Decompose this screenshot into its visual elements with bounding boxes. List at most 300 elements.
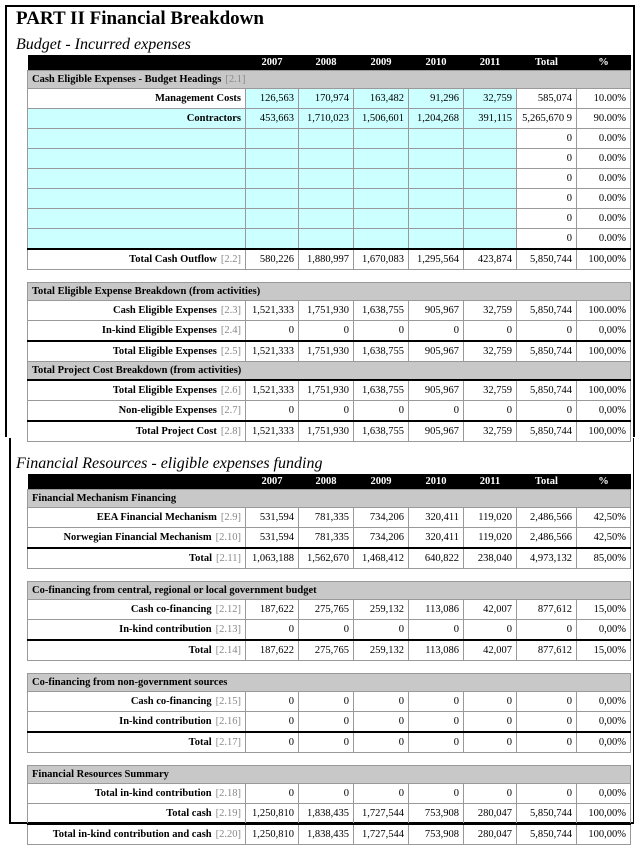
row-label: Management Costs	[154, 93, 241, 104]
table-row	[28, 229, 631, 250]
total-cell: 877,612	[517, 600, 577, 620]
header-row	[28, 474, 631, 490]
row-label: Cash co-financing	[130, 604, 212, 615]
resources-table	[27, 474, 631, 845]
total-cell: 5,850,744	[517, 824, 577, 845]
row-ref: [2.9]	[220, 512, 241, 523]
table-row	[28, 600, 631, 620]
year-value-cell[interactable]	[409, 169, 464, 189]
row-label-cell[interactable]	[28, 129, 246, 149]
total-cell: 0	[517, 784, 577, 804]
year-value-cell[interactable]: 1,506,601	[354, 109, 409, 129]
year-value-cell[interactable]	[464, 209, 517, 229]
year-value-cell: 1,838,435	[299, 824, 354, 845]
percent-cell: 100,00%	[577, 824, 631, 845]
year-value-cell: 32,759	[464, 341, 517, 362]
row-label-cell	[28, 528, 246, 549]
year-value-cell[interactable]	[299, 189, 354, 209]
total-cell: 2,486,566	[517, 528, 577, 549]
row-label-cell[interactable]	[28, 109, 246, 129]
total-cell: 0	[517, 189, 577, 209]
row-label: Total Cash Outflow	[129, 254, 217, 265]
year-value-cell: 1,751,930	[299, 341, 354, 362]
resources-subtitle: Financial Resources - eligible expenses funding	[16, 455, 323, 472]
spacer	[28, 569, 631, 582]
year-value-cell: 0	[299, 620, 354, 641]
year-value-cell[interactable]	[299, 129, 354, 149]
year-value-cell: 1,838,435	[299, 804, 354, 825]
year-value-cell: 1,880,997	[299, 249, 354, 270]
year-value-cell: 1,468,412	[354, 548, 409, 569]
section-title: Total Project Cost Breakdown (from activities)	[32, 365, 242, 376]
row-ref: [2.14]	[215, 645, 241, 656]
year-value-cell[interactable]	[464, 129, 517, 149]
spacer-row	[28, 753, 631, 766]
row-label-cell	[28, 784, 246, 804]
row-ref: [2.11]	[216, 553, 241, 564]
row-label: Non-eligible Expenses	[118, 405, 217, 416]
row-label-cell	[28, 824, 246, 845]
row-ref: [2.17]	[215, 737, 241, 748]
total-cell: 0	[517, 209, 577, 229]
spacer-row	[28, 661, 631, 674]
year-value-cell: 275,765	[299, 600, 354, 620]
total-cell: 0	[517, 712, 577, 733]
row-label: Total Eligible Expenses	[112, 346, 217, 357]
total-cell: 2,486,566	[517, 508, 577, 528]
section-ref: [2.1]	[225, 74, 246, 85]
percent-cell: 10.00%	[577, 89, 631, 109]
row-label-cell[interactable]	[28, 89, 246, 109]
row-label-cell	[28, 301, 246, 321]
row-label: Total Project Cost	[135, 426, 217, 437]
section-title: Total Eligible Expense Breakdown (from activities)	[32, 286, 261, 297]
percent-cell: 0.00%	[577, 209, 631, 229]
total-cell: 4,973,132	[517, 548, 577, 569]
year-value-cell[interactable]	[299, 209, 354, 229]
row-ref: [2.15]	[215, 696, 241, 707]
year-value-cell: 187,622	[246, 600, 299, 620]
row-label-cell	[28, 712, 246, 733]
year-value-cell: 905,967	[409, 301, 464, 321]
year-value-cell[interactable]	[409, 189, 464, 209]
table-row	[28, 169, 631, 189]
year-value-cell[interactable]: 170,974	[299, 89, 354, 109]
column-header: 2010	[409, 55, 464, 71]
total-cell: 0	[517, 149, 577, 169]
year-value-cell: 0	[409, 401, 464, 422]
row-label-cell	[28, 401, 246, 422]
year-value-cell: 1,727,544	[354, 804, 409, 825]
year-value-cell: 320,411	[409, 528, 464, 549]
year-value-cell: 753,908	[409, 824, 464, 845]
table-row	[28, 548, 631, 569]
year-value-cell: 1,562,670	[299, 548, 354, 569]
year-value-cell: 113,086	[409, 600, 464, 620]
section-header-row	[28, 674, 631, 692]
section-header	[28, 582, 631, 600]
year-value-cell: 0	[354, 712, 409, 733]
year-value-cell: 905,967	[409, 380, 464, 401]
percent-cell: 0,00%	[577, 712, 631, 733]
year-value-cell: 0	[409, 712, 464, 733]
year-value-cell[interactable]: 1,204,268	[409, 109, 464, 129]
year-value-cell: 734,206	[354, 508, 409, 528]
year-value-cell[interactable]	[246, 209, 299, 229]
year-value-cell: 0	[246, 692, 299, 712]
table-row	[28, 249, 631, 270]
spacer	[28, 270, 631, 283]
year-value-cell: 0	[354, 401, 409, 422]
table-row	[28, 732, 631, 753]
spacer-row	[28, 569, 631, 582]
year-value-cell[interactable]: 91,296	[409, 89, 464, 109]
year-value-cell: 0	[246, 732, 299, 753]
year-value-cell[interactable]: 453,663	[246, 109, 299, 129]
year-value-cell: 905,967	[409, 341, 464, 362]
year-value-cell: 0	[464, 692, 517, 712]
total-cell: 0	[517, 401, 577, 422]
column-header	[28, 474, 246, 490]
table-row	[28, 321, 631, 342]
total-cell: 5,265,670 9	[517, 109, 577, 129]
row-label: EEA Financial Mechanism	[96, 512, 217, 523]
percent-cell: 100,00%	[577, 341, 631, 362]
year-value-cell[interactable]	[354, 149, 409, 169]
year-value-cell[interactable]	[246, 189, 299, 209]
year-value-cell: 781,335	[299, 508, 354, 528]
percent-cell: 100,00%	[577, 804, 631, 825]
table-row	[28, 301, 631, 321]
year-value-cell[interactable]	[246, 169, 299, 189]
row-label-cell	[28, 804, 246, 825]
year-value-cell[interactable]	[409, 229, 464, 250]
year-value-cell: 0	[354, 620, 409, 641]
year-value-cell: 0	[246, 321, 299, 342]
row-label-cell[interactable]	[28, 229, 246, 250]
table-row	[28, 528, 631, 549]
year-value-cell[interactable]	[409, 149, 464, 169]
year-value-cell[interactable]	[299, 169, 354, 189]
year-value-cell: 1,670,083	[354, 249, 409, 270]
budget-subtitle: Budget - Incurred expenses	[16, 36, 191, 53]
table-row	[28, 692, 631, 712]
row-ref: [2.4]	[220, 325, 241, 336]
total-cell: 585,074	[517, 89, 577, 109]
row-label-cell[interactable]	[28, 149, 246, 169]
row-label: In-kind Eligible Expenses	[101, 325, 217, 336]
year-value-cell: 0	[246, 620, 299, 641]
year-value-cell: 734,206	[354, 528, 409, 549]
year-value-cell: 1,751,930	[299, 421, 354, 442]
year-value-cell: 0	[409, 784, 464, 804]
section-title: Co-financing from central, regional or local government budget	[32, 585, 317, 596]
year-value-cell: 0	[354, 692, 409, 712]
total-cell: 5,850,744	[517, 249, 577, 270]
year-value-cell: 423,874	[464, 249, 517, 270]
row-label: Total	[188, 645, 212, 656]
year-value-cell: 1,638,755	[354, 341, 409, 362]
budget-table	[27, 55, 631, 442]
percent-cell: 100,00%	[577, 421, 631, 442]
section-title: Financial Mechanism Financing	[32, 493, 177, 504]
column-header: %	[577, 474, 631, 490]
row-ref: [2.16]	[215, 716, 241, 727]
section-header	[28, 674, 631, 692]
column-header: 2011	[464, 474, 517, 490]
row-label: Contractors	[186, 113, 241, 124]
year-value-cell: 0	[299, 712, 354, 733]
spacer	[28, 661, 631, 674]
row-label: Total	[189, 553, 213, 564]
year-value-cell[interactable]	[354, 169, 409, 189]
column-header	[28, 55, 246, 71]
year-value-cell: 0	[354, 321, 409, 342]
table-row	[28, 380, 631, 401]
year-value-cell: 32,759	[464, 301, 517, 321]
table-row	[28, 401, 631, 422]
year-value-cell: 119,020	[464, 508, 517, 528]
row-label: Total Eligible Expenses	[112, 385, 217, 396]
percent-cell: 42,50%	[577, 528, 631, 549]
year-value-cell: 640,822	[409, 548, 464, 569]
column-header: 2009	[354, 55, 409, 71]
year-value-cell: 187,622	[246, 640, 299, 661]
percent-cell: 90.00%	[577, 109, 631, 129]
year-value-cell: 113,086	[409, 640, 464, 661]
column-header: 2007	[246, 474, 299, 490]
column-header: 2010	[409, 474, 464, 490]
row-ref: [2.6]	[220, 385, 241, 396]
year-value-cell: 905,967	[409, 421, 464, 442]
row-ref: [2.12]	[215, 604, 241, 615]
year-value-cell[interactable]: 163,482	[354, 89, 409, 109]
percent-cell: 15,00%	[577, 600, 631, 620]
section-header	[28, 490, 631, 508]
table-row	[28, 620, 631, 641]
year-value-cell[interactable]	[354, 189, 409, 209]
row-label-cell[interactable]	[28, 189, 246, 209]
total-cell: 5,850,744	[517, 421, 577, 442]
column-header: Total	[517, 55, 577, 71]
table-row	[28, 341, 631, 362]
row-label-cell	[28, 640, 246, 661]
table-row	[28, 508, 631, 528]
year-value-cell: 0	[464, 784, 517, 804]
year-value-cell: 1,250,810	[246, 824, 299, 845]
table-row	[28, 89, 631, 109]
section-header	[28, 283, 631, 301]
year-value-cell[interactable]	[464, 169, 517, 189]
year-value-cell: 781,335	[299, 528, 354, 549]
row-label: Total	[188, 737, 212, 748]
column-header: 2008	[299, 55, 354, 71]
section-header-row	[28, 362, 631, 381]
total-cell: 0	[517, 129, 577, 149]
percent-cell: 85,00%	[577, 548, 631, 569]
table-row	[28, 712, 631, 733]
year-value-cell: 0	[246, 401, 299, 422]
year-value-cell[interactable]	[354, 129, 409, 149]
year-value-cell: 0	[354, 784, 409, 804]
row-ref: [2.19]	[215, 808, 241, 819]
total-cell: 0	[517, 321, 577, 342]
section-header-row	[28, 490, 631, 508]
column-header: 2007	[246, 55, 299, 71]
percent-cell: 100,00%	[577, 380, 631, 401]
row-label-cell	[28, 249, 246, 270]
year-value-cell: 0	[464, 712, 517, 733]
percent-cell: 0.00%	[577, 149, 631, 169]
year-value-cell[interactable]	[246, 129, 299, 149]
row-label-cell	[28, 692, 246, 712]
year-value-cell[interactable]	[464, 189, 517, 209]
column-header: 2009	[354, 474, 409, 490]
year-value-cell: 0	[409, 732, 464, 753]
year-value-cell: 1,521,333	[246, 341, 299, 362]
row-ref: [2.18]	[215, 788, 241, 799]
section-header	[28, 362, 631, 381]
header-row	[28, 55, 631, 71]
column-header: Total	[517, 474, 577, 490]
row-ref: [2.20]	[215, 829, 241, 840]
year-value-cell[interactable]	[246, 229, 299, 250]
year-value-cell[interactable]	[464, 229, 517, 250]
year-value-cell: 580,226	[246, 249, 299, 270]
year-value-cell[interactable]: 391,115	[464, 109, 517, 129]
column-header: 2008	[299, 474, 354, 490]
section-header-row	[28, 766, 631, 784]
table-row	[28, 209, 631, 229]
row-ref: [2.2]	[220, 254, 241, 265]
year-value-cell[interactable]	[246, 149, 299, 169]
row-label: Cash co-financing	[130, 696, 212, 707]
year-value-cell: 0	[299, 692, 354, 712]
year-value-cell[interactable]	[354, 229, 409, 250]
year-value-cell[interactable]	[299, 229, 354, 250]
row-label-cell	[28, 380, 246, 401]
year-value-cell: 0	[299, 732, 354, 753]
year-value-cell: 119,020	[464, 528, 517, 549]
section-header-row	[28, 71, 631, 89]
year-value-cell: 531,594	[246, 528, 299, 549]
year-value-cell[interactable]	[299, 149, 354, 169]
year-value-cell: 0	[299, 401, 354, 422]
row-label: Cash Eligible Expenses	[113, 305, 217, 316]
year-value-cell[interactable]	[409, 129, 464, 149]
year-value-cell: 0	[246, 712, 299, 733]
percent-cell: 42,50%	[577, 508, 631, 528]
year-value-cell: 0	[464, 732, 517, 753]
row-ref: [2.5]	[220, 346, 241, 357]
year-value-cell: 280,047	[464, 804, 517, 825]
column-header: %	[577, 55, 631, 71]
percent-cell: 0.00%	[577, 169, 631, 189]
percent-cell: 0.00%	[577, 189, 631, 209]
year-value-cell: 1,521,333	[246, 380, 299, 401]
year-value-cell: 0	[409, 321, 464, 342]
row-label-cell	[28, 620, 246, 641]
table-row	[28, 149, 631, 169]
total-cell: 877,612	[517, 640, 577, 661]
section-title: Cash Eligible Expenses - Budget Headings	[32, 74, 222, 85]
year-value-cell: 0	[464, 401, 517, 422]
year-value-cell: 1,751,930	[299, 301, 354, 321]
percent-cell: 100.00%	[577, 301, 631, 321]
total-cell: 5,850,744	[517, 301, 577, 321]
year-value-cell[interactable]	[354, 209, 409, 229]
row-ref: [2.8]	[220, 426, 241, 437]
row-label-cell	[28, 508, 246, 528]
percent-cell: 0,00%	[577, 620, 631, 641]
row-label-cell	[28, 341, 246, 362]
row-ref: [2.7]	[220, 405, 241, 416]
year-value-cell: 32,759	[464, 421, 517, 442]
year-value-cell: 320,411	[409, 508, 464, 528]
row-label: Total in-kind contribution	[94, 788, 212, 799]
total-cell: 0	[517, 692, 577, 712]
page-title: PART II Financial Breakdown	[16, 8, 264, 29]
year-value-cell[interactable]	[464, 149, 517, 169]
year-value-cell: 42,007	[464, 640, 517, 661]
section-header-row	[28, 582, 631, 600]
year-value-cell: 0	[299, 784, 354, 804]
year-value-cell: 1,727,544	[354, 824, 409, 845]
year-value-cell: 1,638,755	[354, 301, 409, 321]
year-value-cell: 0	[464, 620, 517, 641]
year-value-cell: 280,047	[464, 824, 517, 845]
year-value-cell: 531,594	[246, 508, 299, 528]
total-cell: 5,850,744	[517, 804, 577, 825]
table-row	[28, 824, 631, 845]
percent-cell: 0.00%	[577, 129, 631, 149]
year-value-cell: 1,751,930	[299, 380, 354, 401]
spacer	[28, 753, 631, 766]
row-label-cell[interactable]	[28, 209, 246, 229]
row-label-cell	[28, 421, 246, 442]
column-header: 2011	[464, 55, 517, 71]
year-value-cell: 1,638,755	[354, 421, 409, 442]
percent-cell: 100,00%	[577, 249, 631, 270]
year-value-cell[interactable]: 32,759	[464, 89, 517, 109]
row-label: Total cash	[166, 808, 212, 819]
section-header	[28, 766, 631, 784]
total-cell: 5,850,744	[517, 380, 577, 401]
year-value-cell: 238,040	[464, 548, 517, 569]
percent-cell: 0,00%	[577, 784, 631, 804]
year-value-cell: 259,132	[354, 640, 409, 661]
table-row	[28, 784, 631, 804]
total-cell: 5,850,744	[517, 341, 577, 362]
year-value-cell[interactable]: 1,710,023	[299, 109, 354, 129]
table-row	[28, 421, 631, 442]
row-label: Total in-kind contribution and cash	[52, 829, 212, 840]
year-value-cell: 0	[354, 732, 409, 753]
row-label-cell[interactable]	[28, 169, 246, 189]
row-label: In-kind contribution	[119, 624, 212, 635]
year-value-cell: 32,759	[464, 380, 517, 401]
year-value-cell[interactable]: 126,563	[246, 89, 299, 109]
year-value-cell: 0	[246, 784, 299, 804]
row-ref: [2.10]	[215, 532, 241, 543]
table-row	[28, 109, 631, 129]
year-value-cell: 753,908	[409, 804, 464, 825]
percent-cell: 0.00%	[577, 229, 631, 250]
section-header	[28, 71, 631, 89]
year-value-cell[interactable]	[409, 209, 464, 229]
section-header-row	[28, 283, 631, 301]
table-row	[28, 804, 631, 825]
